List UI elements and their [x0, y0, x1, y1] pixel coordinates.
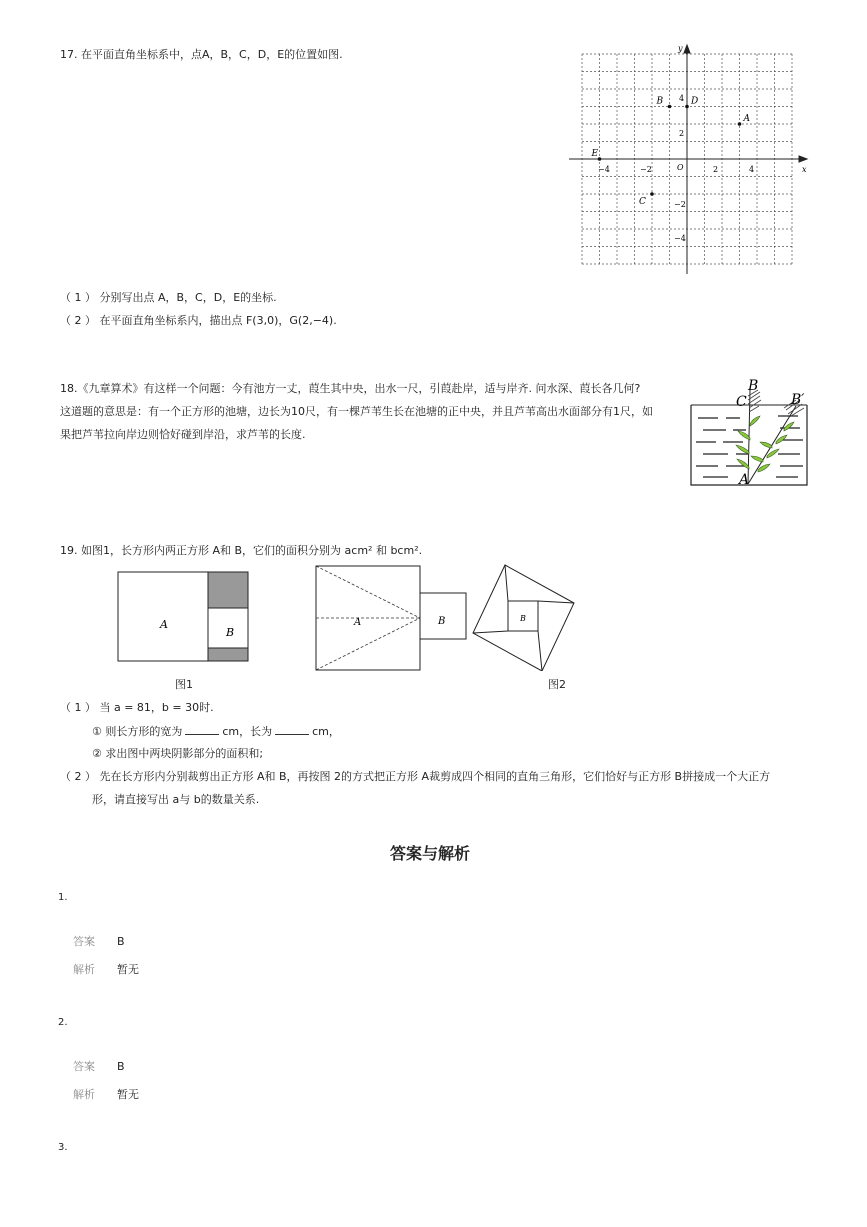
- point-c: [650, 192, 654, 196]
- coordinate-grid-figure: [565, 40, 813, 278]
- q19-part1: （ 1 ） 当 a = 81，b = 30时.: [60, 701, 214, 714]
- figure-2-caption: 图2: [548, 678, 566, 691]
- label-C: C: [736, 394, 747, 410]
- square-B-label: B: [438, 616, 446, 627]
- q17-stem: 17. 在平面直角坐标系中，点A，B，C，D，E的位置如图.: [60, 48, 343, 61]
- figure-1: [116, 570, 252, 666]
- answer-label: 答案: [73, 935, 95, 948]
- point-label-e: E: [591, 149, 599, 159]
- label-A: A: [739, 472, 750, 488]
- x-axis-arrow: [799, 156, 807, 162]
- q19-part1-i: [92, 725, 340, 737]
- shaded-region-bottom: [208, 648, 248, 661]
- reed-pulled: [748, 406, 796, 484]
- y-tick-label: 4: [679, 94, 685, 103]
- label-B-prime: B′: [791, 392, 805, 408]
- answer-label: 答案: [73, 1060, 95, 1073]
- point-label-a: A: [743, 114, 750, 124]
- q19-part1-i-c: cm，: [312, 725, 340, 738]
- grid-points: [591, 97, 751, 208]
- y-tick-label: 2: [679, 129, 685, 138]
- shaded-region-top: [208, 572, 248, 608]
- analysis-label: 解析: [73, 1088, 95, 1101]
- point-d: [685, 105, 689, 109]
- q17-part1: （ 1 ） 分别写出点 A，B，C，D，E的坐标.: [60, 291, 277, 304]
- q19-part1-i-b: cm，长为: [222, 725, 273, 738]
- answer-item-number: 3.: [58, 1142, 68, 1153]
- square-A-label: A: [160, 618, 168, 631]
- answer-blank-length: [275, 725, 309, 735]
- q17-part2: （ 2 ） 在平面直角坐标系内，描出点 F(3,0)，G(2,−4).: [60, 314, 337, 327]
- answers-title: 答案与解析: [390, 844, 471, 863]
- figure-1-caption: 图1: [175, 678, 193, 691]
- answer-value: B: [117, 935, 125, 948]
- point-label-b: B: [656, 96, 664, 107]
- figure-2: [314, 563, 579, 671]
- y-axis-arrow: [684, 45, 690, 53]
- answer-item-number: 2.: [58, 1017, 68, 1028]
- y-axis-label: y: [678, 44, 683, 53]
- analysis-value: 暂无: [117, 1088, 139, 1101]
- answer-blank-width: [185, 725, 219, 735]
- q18-line1: 18.《九章算术》有这样一个问题：今有池方一丈，葭生其中央，出水一尺，引葭赴岸，适与岸齐. 问水深、葭长各几何?: [60, 382, 641, 395]
- x-tick-label: −4: [598, 165, 610, 174]
- square-B-label: B: [226, 626, 235, 639]
- point-a: [738, 122, 742, 126]
- q19-part2-line2: 形，请直接写出 a与 b的数量关系.: [92, 793, 260, 806]
- label-B: B: [748, 378, 759, 394]
- q19-part1-ii: ② 求出图中两块阴影部分的面积和;: [92, 747, 264, 760]
- q18-line3: 果把芦苇拉向岸边则恰好碰到岸沿，求芦苇的长度.: [60, 428, 306, 441]
- point-label-c: C: [639, 197, 646, 207]
- answer-value: B: [117, 1060, 125, 1073]
- q19-part2-line1: （ 2 ） 先在长方形内分别裁剪出正方形 A和 B，再按图 2的方式把正方形 A裁剪成四个相同的直角三角形，它们恰好与正方形 B拼接成一个大正方: [60, 770, 771, 783]
- y-tick-label: −2: [674, 200, 686, 209]
- square-A-label: A: [354, 617, 362, 628]
- y-tick-label: −4: [674, 234, 686, 243]
- x-tick-label: 4: [749, 165, 755, 174]
- x-tick-label: 2: [713, 165, 719, 174]
- point-e: [598, 157, 602, 161]
- answer-item-number: 1.: [58, 892, 68, 903]
- reed-leaves: [736, 416, 794, 472]
- point-b: [668, 105, 672, 109]
- inner-square-B-label: B: [520, 614, 526, 623]
- analysis-label: 解析: [73, 963, 95, 976]
- point-label-d: D: [691, 96, 699, 107]
- x-tick-label: −2: [640, 165, 652, 174]
- x-axis-label: x: [802, 165, 807, 174]
- q19-part1-i-a: ① 则长方形的宽为: [92, 725, 183, 738]
- origin-label: O: [677, 163, 684, 172]
- q19-stem: 19. 如图1，长方形内两正方形 A和 B，它们的面积分别为 acm² 和 bcm².: [60, 544, 423, 557]
- pond-reed-figure: [688, 374, 812, 490]
- q18-line2: 这道题的意思是：有一个正方形的池塘，边长为10尺，有一棵芦苇生长在池塘的正中央，并且芦苇高出水面部分有1尺，如: [60, 405, 653, 418]
- axes: [569, 45, 807, 274]
- analysis-value: 暂无: [117, 963, 139, 976]
